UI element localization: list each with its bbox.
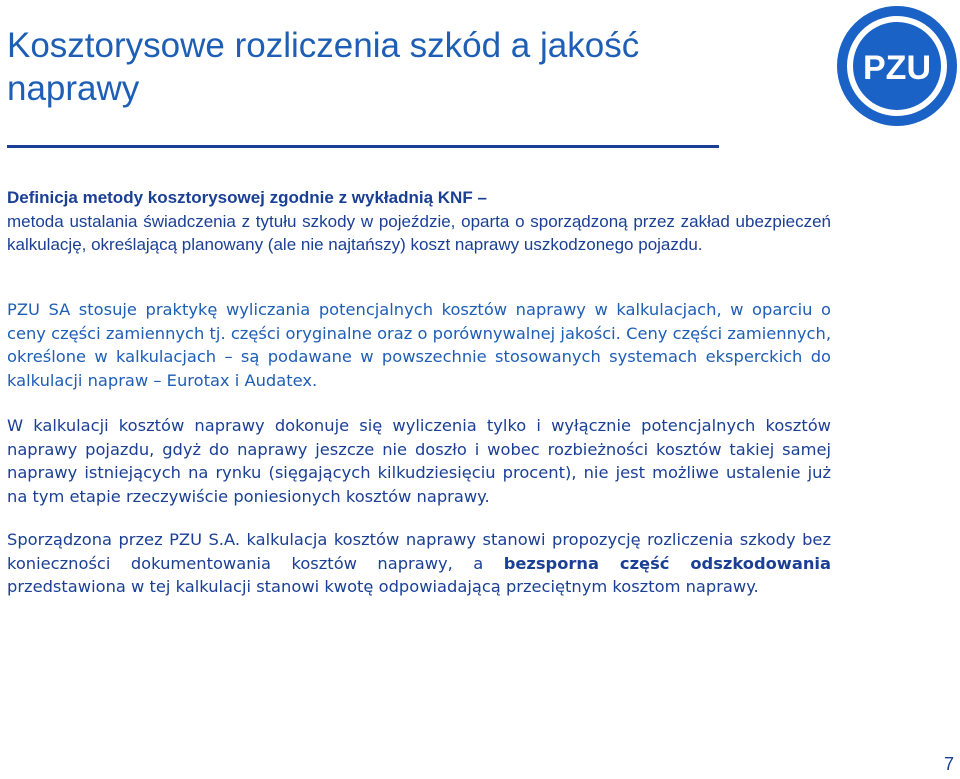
title-underline — [7, 145, 719, 148]
paragraph-calculation: W kalkulacji kosztów naprawy dokonuje się wyliczenia tylko i wyłącznie potencjalnych kosztów naprawy pojazdu, gdyż do naprawy jeszcze nie doszło i wobec rozbieżności kosztów takiej samej naprawy istniejących na rynku (sięgających kilkudziesięciu procent), nie jest możliwe ustalenie już na tym etapie rzeczywiście poniesionych kosztów naprawy. — [7, 416, 831, 506]
page-number: 7 — [943, 754, 954, 774]
paragraph-pricing: PZU SA stosuje praktykę wyliczania potencjalnych kosztów naprawy w kalkulacjach, w oparciu o ceny części zamiennych tj. części oryginalne oraz o porównywalnej jakości. Ceny części zamiennych, określone w kalkulacjach – są podawane w powszechnie stosowanych systemach eksperckich do kalkulacji napraw – Eurotax i Audatex. — [7, 300, 831, 390]
proposal-text-start: Sporządzona przez PZU S.A. kalkulacja kosztów naprawy stanowi propozycję rozliczenia szkody bez konieczności dokumentowania kosztów naprawy, a — [7, 530, 831, 573]
definition-heading: Definicja metody kosztorysowej zgodnie z wykładnią KNF – — [7, 188, 487, 207]
definition-block — [7, 186, 831, 257]
definition-text: metoda ustalania świadczenia z tytułu szkody w pojeździe, oparta o sporządzoną przez zakład ubezpieczeń kalkulację, określającą planowany (ale nie najtańszy) koszt naprawy uszkodzonego pojazdu. — [7, 211, 831, 254]
pzu-logo — [836, 5, 958, 127]
proposal-text-end: przedstawiona w tej kalkulacji stanowi kwotę odpowiadającą przeciętnym kosztom naprawy. — [7, 577, 759, 596]
slide-title: Kosztorysowe rozliczenia szkód a jakość naprawy — [7, 26, 640, 108]
proposal-bold-text: bezsporna część odszkodowania — [503, 553, 831, 573]
logo-text: PZU — [863, 49, 931, 87]
paragraph-proposal — [7, 528, 831, 599]
